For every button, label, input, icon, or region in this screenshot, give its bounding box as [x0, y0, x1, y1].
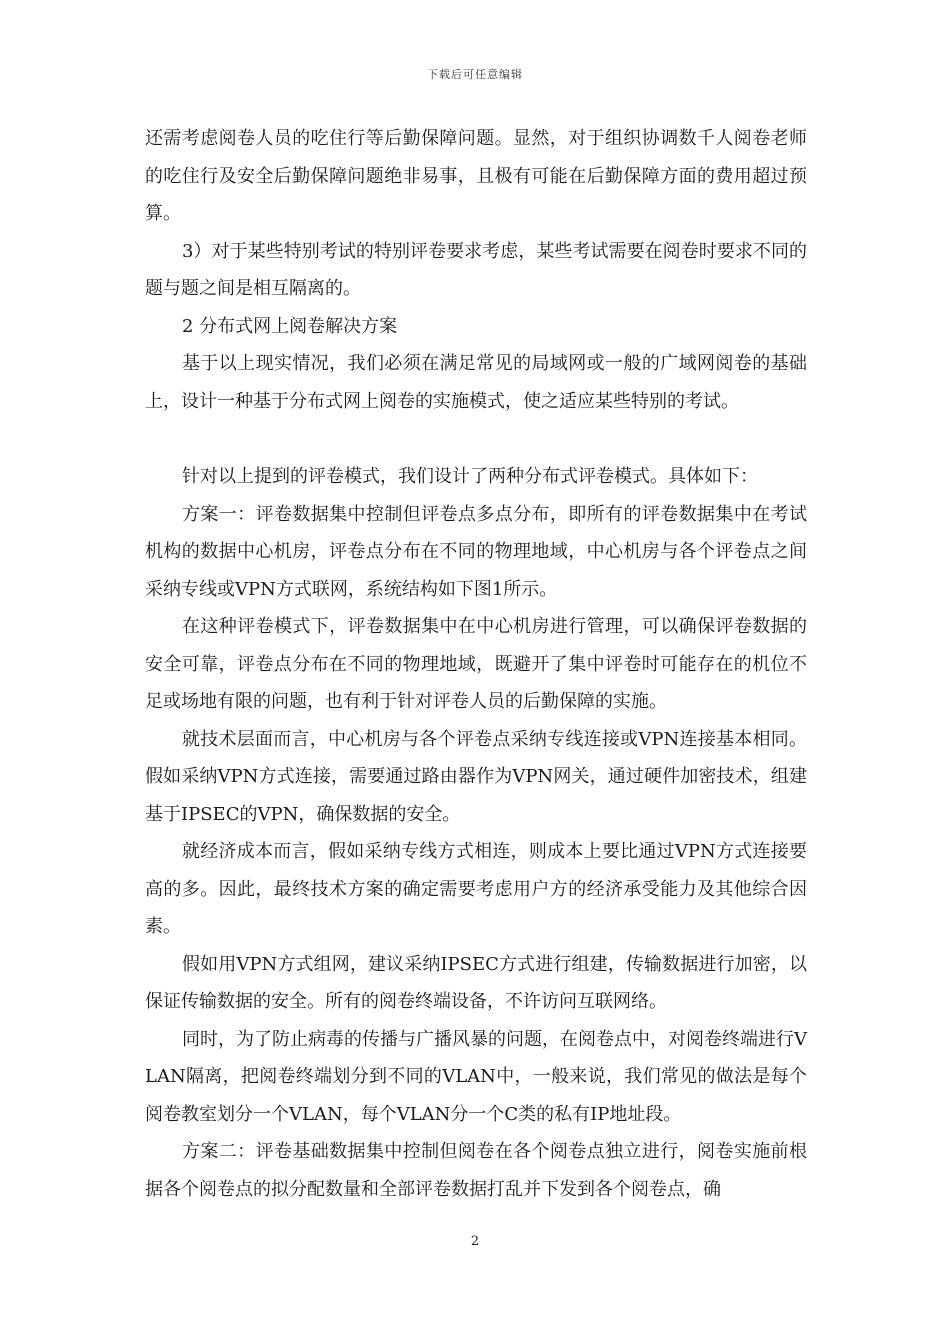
paragraph: 同时，为了防止病毒的传播与广播风暴的问题，在阅卷点中，对阅卷终端进行VLAN隔离，把阅卷终端划分到不同的VLAN中，一般来说，我们常见的做法是每个阅卷教室划分一个VLAN，每个VLAN分一个C类的私有IP地址段。	[145, 1028, 807, 1125]
paragraph: 假如用VPN方式组网，建议采纳IPSEC方式进行组建，传输数据进行加密，以保证传输数据的安全。所有的阅卷终端设备，不许访问互联网络。	[145, 953, 807, 1012]
page-number: 2	[470, 1234, 480, 1249]
paragraph: 方案一：评卷数据集中控制但评卷点多点分布，即所有的评卷数据集中在考试机构的数据中心机房，评卷点分布在不同的物理地域，中心机房与各个评卷点之间采纳专线或VPN方式联网，系统结构如下图1所示。	[145, 503, 807, 600]
section-heading: 2 分布式网上阅卷解决方案	[182, 315, 398, 337]
paragraph: 就经济成本而言，假如采纳专线方式相连，则成本上要比通过VPN方式连接要高的多。因此，最终技术方案的确定需要考虑用户方的经济承受能力及其他综合因素。	[145, 841, 807, 937]
header-note: 下载后可任意编辑	[427, 68, 523, 81]
paragraph: 就技术层面而言，中心机房与各个评卷点采纳专线连接或VPN连接基本相同。假如采纳VPN方式连接，需要通过路由器作为VPN网关，通过硬件加密技术，组建基于IPSEC的VPN，确保数据的安全。	[145, 728, 807, 825]
paragraph: 针对以上提到的评卷模式，我们设计了两种分布式评卷模式。具体如下：	[182, 466, 758, 487]
paragraph: 还需考虑阅卷人员的吃住行等后勤保障问题。显然，对于组织协调数千人阅卷老师的吃住行及安全后勤保障问题绝非易事，且极有可能在后勤保障方面的费用超过预算。	[145, 128, 807, 224]
paragraph: 在这种评卷模式下，评卷数据集中在中心机房进行管理，可以确保评卷数据的安全可靠，评卷点分布在不同的物理地域，既避开了集中评卷时可能存在的机位不足或场地有限的问题，也有利于针对评卷人员的后勤保障的实施。	[145, 616, 807, 712]
paragraph: 3）对于某些特别考试的特别评卷要求考虑，某些考试需要在阅卷时要求不同的题与题之间是相互隔离的。	[145, 240, 807, 299]
document-body	[145, 120, 807, 1208]
paragraph: 方案二：评卷基础数据集中控制但阅卷在各个阅卷点独立进行，阅卷实施前根据各个阅卷点的拟分配数量和全部评卷数据打乱并下发到各个阅卷点，确	[145, 1141, 807, 1200]
paragraph: 基于以上现实情况，我们必须在满足常见的局域网或一般的广域网阅卷的基础上，设计一种基于分布式网上阅卷的实施模式，使之适应某些特别的考试。	[145, 353, 807, 412]
